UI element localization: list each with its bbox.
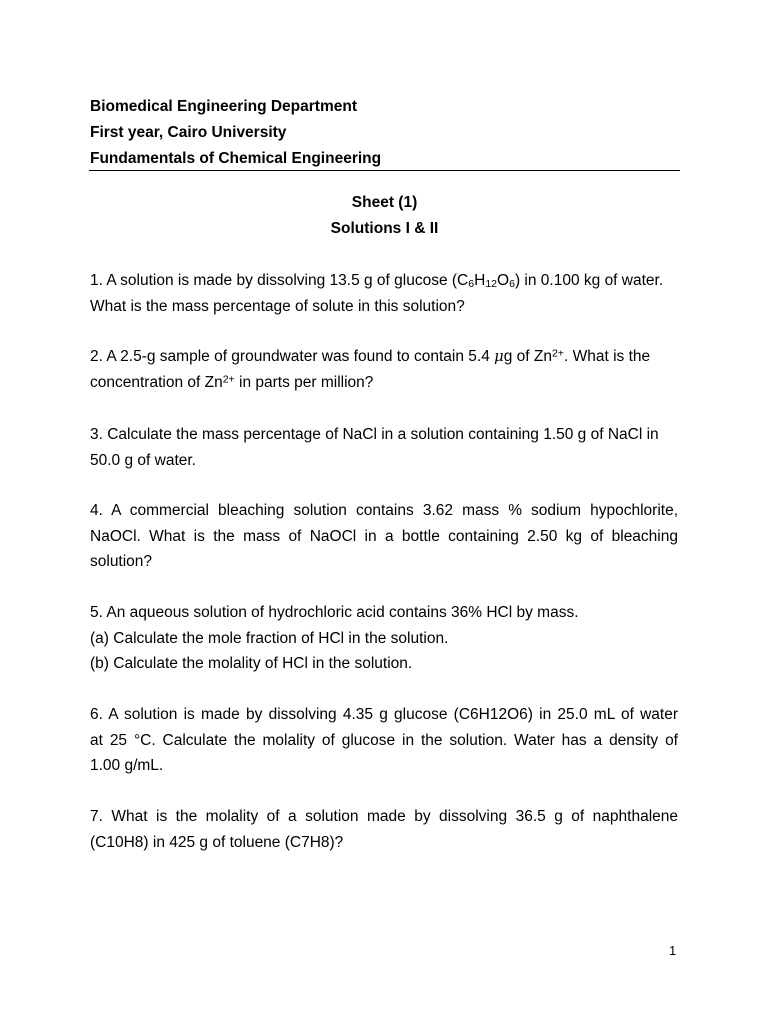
question-6-line-1: 6. A solution is made by dissolving 4.35 g glucose (C6H12O6) in 25.0 mL of water xyxy=(90,706,678,723)
question-1 xyxy=(90,268,678,319)
page-number: 1 xyxy=(669,943,677,958)
question-4-line-1: 4. A commercial bleaching solution contains 3.62 mass % sodium hypochlorite, xyxy=(90,502,678,519)
micro-symbol: μ xyxy=(494,348,504,365)
course-heading: Fundamentals of Chemical Engineering xyxy=(90,150,382,167)
question-1-line-1: 1. A solution is made by dissolving 13.5 g of glucose $(C_6H_{12}O_6)$ in 0.100 kg of water. xyxy=(90,272,664,291)
question-7 xyxy=(90,804,678,855)
question-6-line-3: 1.00 g/mL. xyxy=(90,757,164,774)
document-header xyxy=(90,94,680,172)
question-2-line-1: 2. A 2.5-g sample of groundwater was found to contain 5.4 μg of $Zn^{2+}$. What is the xyxy=(90,347,651,365)
question-5-part-b: (b) Calculate the molality of HCl in the solution. xyxy=(90,655,413,672)
question-4-line-2: NaOCl. What is the mass of NaOCl in a bottle containing 2.50 kg of bleaching xyxy=(90,527,678,545)
question-5 xyxy=(90,600,678,677)
header-divider xyxy=(89,170,680,171)
question-5-part-a: (a) Calculate the mole fraction of HCl in the solution. xyxy=(90,629,449,647)
question-7-line-2: (C10H8) in 425 g of toluene (C7H8)? xyxy=(90,833,344,851)
question-1-line-2: What is the mass percentage of solute in this solution? xyxy=(90,297,465,315)
question-3 xyxy=(90,422,678,473)
question-6-line-2: at 25 °C. Calculate the molality of glucose in the solution. Water has a density of xyxy=(90,731,678,749)
question-6 xyxy=(90,702,678,779)
question-3-line-2: 50.0 g of water. xyxy=(90,451,196,469)
question-2 xyxy=(90,344,678,395)
question-4 xyxy=(90,498,678,575)
question-5-line-1: 5. An aqueous solution of hydrochloric acid contains 36% HCl by mass. xyxy=(90,604,579,621)
question-7-line-1: 7. What is the molality of a solution made by dissolving 36.5 g of naphthalene xyxy=(90,808,678,825)
question-2-line-2: concentration of $Zn^{2+}$ in parts per million? xyxy=(90,372,374,391)
question-3-line-1: 3. Calculate the mass percentage of NaCl in a solution containing 1.50 g of NaCl in xyxy=(90,426,659,443)
sheet-subtitle: Solutions I & II xyxy=(330,220,439,237)
sheet-title: Sheet (1) xyxy=(351,194,418,211)
department-heading: Biomedical Engineering Department xyxy=(90,98,357,115)
year-heading: First year, Cairo University xyxy=(90,124,287,141)
question-4-line-3: solution? xyxy=(90,553,153,570)
